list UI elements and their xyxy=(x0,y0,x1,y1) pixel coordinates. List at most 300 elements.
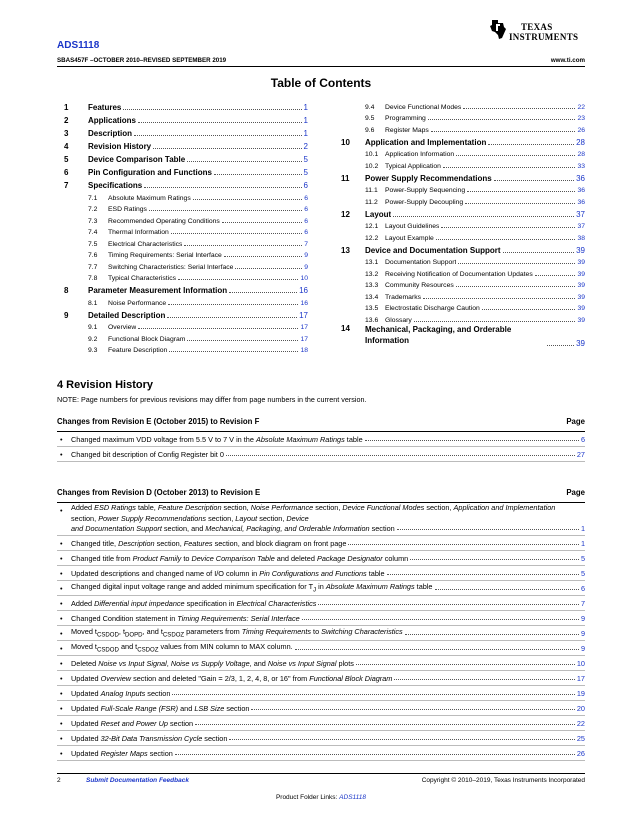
toc-entry-label: Electrical Characteristics xyxy=(108,240,183,248)
toc-entry-number: 1 xyxy=(64,103,69,112)
change-page-link[interactable]: 22 xyxy=(576,719,585,728)
toc-leader-dots xyxy=(224,256,302,257)
toc-entry-page-link[interactable]: 18 xyxy=(300,347,308,354)
toc-entry-page-link[interactable]: 39 xyxy=(576,245,585,255)
toc-entry-page-link[interactable]: 39 xyxy=(577,259,585,266)
change-page-link[interactable]: 6 xyxy=(580,584,585,593)
toc-entry-label: Power Supply Recommendations xyxy=(365,173,492,183)
toc-entry[interactable] xyxy=(64,125,308,138)
leader-dots xyxy=(348,544,579,545)
change-page-link[interactable]: 9 xyxy=(580,629,585,638)
change-item xyxy=(57,536,585,551)
bullet-icon: • xyxy=(60,749,63,758)
toc-entry[interactable] xyxy=(64,295,308,307)
toc-entry-label: Documentation Support xyxy=(385,259,457,266)
toc-entry-page-link[interactable]: 5 xyxy=(303,168,308,177)
change-page-link[interactable]: 20 xyxy=(576,704,585,713)
toc-entry[interactable] xyxy=(341,255,585,267)
toc-leader-dots xyxy=(171,233,302,234)
toc-leader-dots xyxy=(465,203,575,204)
toc-entry-number: 13.6 xyxy=(365,316,379,324)
toc-entry-number: 13.3 xyxy=(365,282,379,289)
leader-dots xyxy=(195,724,575,725)
leader-dots xyxy=(172,694,574,695)
change-item xyxy=(57,611,585,626)
change-page-link[interactable]: 5 xyxy=(580,569,585,578)
toc-leader-dots xyxy=(138,122,302,123)
toc-entry-page-link[interactable]: 6 xyxy=(304,229,308,236)
bullet-icon: • xyxy=(60,435,63,444)
bullet-icon: • xyxy=(60,644,63,653)
toc-entry-number: 9.5 xyxy=(365,115,375,122)
toc-entry-label: Specifications xyxy=(88,181,143,190)
toc-leader-dots xyxy=(393,216,574,217)
change-item-text: Added ESD Ratings table, Feature Description section, Noise Performance section, Device Functional Modes section, Application and Implementation section, Power Supply Recommendations section, Layout section, Device xyxy=(71,503,556,523)
toc-entry[interactable] xyxy=(64,225,308,237)
toc-entry-page-link[interactable]: 39 xyxy=(577,282,585,289)
changes-block-rev-e xyxy=(57,488,585,761)
doc-revision-meta: SBAS457F –OCTOBER 2010–REVISED SEPTEMBER 2019 xyxy=(57,57,227,64)
change-item xyxy=(57,716,585,731)
toc-entry-label: Electrostatic Discharge Caution xyxy=(385,305,480,312)
changes-title: Changes from Revision E (October 2015) to Revision F xyxy=(57,417,260,426)
toc-entry-page-link[interactable]: 36 xyxy=(576,173,585,183)
toc-entry-page-link[interactable]: 33 xyxy=(577,162,585,170)
toc-entry[interactable] xyxy=(341,242,585,255)
toc-entry-page-link[interactable]: 6 xyxy=(303,181,308,190)
site-link[interactable]: www.ti.com xyxy=(550,57,585,64)
toc-entry-label: Layout xyxy=(365,209,392,219)
toc-entry-label: ESD Ratings xyxy=(108,206,147,213)
toc-entry-page-link[interactable]: 5 xyxy=(303,155,308,164)
change-page-link[interactable]: 9 xyxy=(580,644,585,653)
ti-wordmark-line2: INSTRUMENTS xyxy=(509,32,579,42)
leader-dots xyxy=(405,634,579,635)
bullet-icon: • xyxy=(60,719,63,728)
toc-entry-label: Device and Documentation Support xyxy=(365,245,501,255)
feedback-link[interactable]: Submit Documentation Feedback xyxy=(86,777,189,784)
toc-leader-dots xyxy=(503,252,575,253)
toc-entry-label: Mechanical, Packaging, and Orderable Information xyxy=(365,324,512,345)
changes-page-label: Page xyxy=(566,488,585,497)
toc-entry-page-link[interactable]: 17 xyxy=(299,310,308,320)
change-item-text: Changed digital input voltage range and added minimum specification for $T_J$ in Absolute Maximum Ratings table xyxy=(71,581,433,593)
change-item xyxy=(57,656,585,671)
toc-leader-dots xyxy=(168,304,298,305)
toc-entry-page-link[interactable]: 6 xyxy=(304,217,308,225)
toc-entry[interactable] xyxy=(64,271,308,283)
toc-entry-label: Features xyxy=(88,103,122,112)
toc-entry-label: Application and Implementation xyxy=(365,137,487,147)
toc-entry-number: 13.2 xyxy=(365,270,379,278)
change-item-text: and Documentation Support section, and Mechanical, Packaging, and Orderable Information section xyxy=(71,524,395,533)
change-item xyxy=(57,447,585,462)
change-page-link[interactable]: 5 xyxy=(580,554,585,563)
change-item-text: Updated descriptions and changed name of I/O column in Pin Configurations and Functions table xyxy=(71,569,385,578)
page-number: 2 xyxy=(57,777,61,784)
changes-title: Changes from Revision D (October 2013) to Revision E xyxy=(57,488,261,497)
toc-entry-page-link[interactable]: 26 xyxy=(577,126,585,134)
change-item xyxy=(57,626,585,641)
toc-leader-dots xyxy=(193,199,302,200)
toc-entry[interactable] xyxy=(341,301,585,313)
change-item-text: Changed bit description of Config Register bit 0 xyxy=(71,450,224,459)
toc-entry[interactable] xyxy=(341,266,585,278)
bullet-icon: • xyxy=(60,599,63,608)
toc-entry-number: 8 xyxy=(64,286,69,295)
toc-leader-dots xyxy=(153,148,301,149)
change-item xyxy=(57,731,585,746)
change-item-text: Updated Analog Inputs section xyxy=(71,689,171,698)
toc-entry-page-link[interactable]: 39 xyxy=(577,270,585,278)
leader-dots xyxy=(318,604,579,605)
toc-leader-dots xyxy=(441,227,575,228)
toc-entry[interactable] xyxy=(64,307,308,320)
toc-entry[interactable] xyxy=(341,312,585,324)
toc-entry-label: Absolute Maximum Ratings xyxy=(108,194,191,202)
toc-leader-dots xyxy=(149,210,302,211)
bullet-icon: • xyxy=(60,674,63,683)
toc-entry-label: Switching Characteristics: Serial Interface xyxy=(108,263,234,271)
toc-entry-label: Receiving Notification of Documentation Updates xyxy=(385,270,533,278)
change-page-link[interactable]: 27 xyxy=(576,450,585,459)
toc-entry-number: 9.6 xyxy=(365,126,375,134)
toc-leader-dots xyxy=(428,119,576,120)
toc-entry-page-link[interactable]: 9 xyxy=(304,263,308,271)
toc-entry-page-link[interactable]: 39 xyxy=(577,293,585,301)
toc-entry[interactable] xyxy=(341,147,585,159)
toc-entry-label: Thermal Information xyxy=(108,229,169,236)
toc-entry[interactable] xyxy=(341,111,585,123)
toc-entry-number: 11.1 xyxy=(365,187,378,194)
toc-entry-number: 12 xyxy=(341,209,350,219)
toc-entry-number: 10.2 xyxy=(365,162,379,170)
bullet-icon: • xyxy=(60,554,63,563)
change-item-text: Updated Register Maps section xyxy=(71,749,173,758)
toc-entry-page-link[interactable]: 17 xyxy=(300,324,308,331)
toc-leader-dots xyxy=(456,155,575,156)
ti-wordmark-line1: TEXAS xyxy=(521,22,553,32)
change-item-text: Changed maximum VDD voltage from 5.5 V to 7 V in the Absolute Maximum Ratings table xyxy=(71,435,363,444)
toc-leader-dots xyxy=(547,345,574,346)
change-item-text: Changed title from Product Family to Device Comparison Table and deleted Package Designator column xyxy=(71,554,409,563)
toc-entry-page-link[interactable]: 9 xyxy=(304,252,308,259)
toc-entry[interactable] xyxy=(64,99,308,112)
toc-entry-page-link[interactable]: 39 xyxy=(576,338,585,348)
toc-entry-number: 7.1 xyxy=(88,194,98,202)
changes-header xyxy=(57,417,585,432)
toc-entry-page-link[interactable]: 2 xyxy=(303,142,308,151)
toc-entry-label: Recommended Operating Conditions xyxy=(108,217,220,225)
change-item xyxy=(57,581,585,596)
toc-entry-number: 8.1 xyxy=(88,299,98,307)
bullet-icon: • xyxy=(60,689,63,698)
toc-leader-dots xyxy=(414,321,576,322)
change-item-text: Added Differential input impedance specification in Electrical Characteristics xyxy=(71,599,317,608)
change-page-link[interactable]: 10 xyxy=(576,659,585,668)
changes-list xyxy=(57,432,585,462)
toc-entry-number: 11.2 xyxy=(365,198,378,206)
toc-entry[interactable] xyxy=(341,158,585,170)
toc-entry[interactable] xyxy=(341,324,585,348)
toc-leader-dots xyxy=(436,239,576,240)
toc-entry[interactable] xyxy=(341,134,585,147)
toc-leader-dots xyxy=(187,340,298,341)
toc-entry-number: 12.2 xyxy=(365,234,379,242)
toc-entry-label: Timing Requirements: Serial Interface xyxy=(108,252,222,259)
toc-leader-dots xyxy=(222,222,302,223)
bullet-icon: • xyxy=(60,569,63,578)
toc-entry-number: 10 xyxy=(341,137,350,147)
toc-entry-number: 12.1 xyxy=(365,223,379,230)
toc-leader-dots xyxy=(134,135,302,136)
toc-entry-label: Device Functional Modes xyxy=(385,103,462,111)
toc-entry[interactable] xyxy=(64,112,308,125)
change-page-link[interactable]: 25 xyxy=(576,734,585,743)
toc-entry-number: 7.5 xyxy=(88,240,98,248)
toc-leader-dots xyxy=(144,187,301,188)
toc-entry[interactable] xyxy=(341,122,585,134)
changes-list xyxy=(57,503,585,761)
toc-entry-page-link[interactable]: 38 xyxy=(577,234,585,242)
toc-entry-label: Power-Supply Decoupling xyxy=(385,198,464,206)
change-item xyxy=(57,686,585,701)
toc-entry[interactable] xyxy=(341,99,585,111)
toc-entry-label: Functional Block Diagram xyxy=(108,335,186,343)
toc-entry[interactable] xyxy=(64,213,308,225)
changes-page-label: Page xyxy=(566,417,585,426)
toc-leader-dots xyxy=(169,351,298,352)
toc-entry-page-link[interactable]: 6 xyxy=(304,194,308,202)
toc-entry-page-link[interactable]: 36 xyxy=(577,187,585,194)
toc-leader-dots xyxy=(229,292,297,293)
change-item-text: Changed Condition statement in Timing Requirements: Serial Interface xyxy=(71,614,300,623)
toc-entry-page-link[interactable]: 22 xyxy=(577,103,585,111)
toc-entry-number: 7.6 xyxy=(88,252,98,259)
toc-entry[interactable] xyxy=(64,282,308,295)
toc-entry-number: 2 xyxy=(64,116,69,125)
toc-leader-dots xyxy=(167,317,297,318)
change-item-text: Deleted Noise vs Input Signal, Noise vs Supply Voltage, and Noise vs Input Signal plots xyxy=(71,659,354,668)
leader-dots xyxy=(251,709,574,710)
toc-entry-number: 4 xyxy=(64,142,69,151)
toc-entry[interactable] xyxy=(64,177,308,190)
toc-leader-dots xyxy=(482,309,576,310)
toc-entry-number: 9.2 xyxy=(88,335,98,343)
toc-entry[interactable] xyxy=(64,259,308,271)
toc-entry[interactable] xyxy=(64,320,308,332)
bullet-icon: • xyxy=(60,629,63,638)
bullet-icon: • xyxy=(60,539,63,548)
header-divider xyxy=(57,66,585,67)
bullet-icon: • xyxy=(60,659,63,668)
toc-entry-label: Parameter Measurement Information xyxy=(88,286,228,295)
change-page-link[interactable]: 26 xyxy=(576,749,585,758)
toc-entry-number: 11 xyxy=(341,173,350,183)
change-item-text: Updated 32-Bit Data Transmission Cycle section xyxy=(71,734,228,743)
toc-entry-label: Noise Performance xyxy=(108,299,167,307)
change-page-link[interactable]: 17 xyxy=(576,674,585,683)
leader-dots xyxy=(435,589,579,590)
toc-entry-number: 13.5 xyxy=(365,305,379,312)
toc-leader-dots xyxy=(187,161,301,162)
toc-entry-number: 10.1 xyxy=(365,151,379,158)
toc-entry-number: 7.3 xyxy=(88,217,98,225)
change-item xyxy=(57,641,585,656)
change-item xyxy=(57,566,585,581)
toc-leader-dots xyxy=(463,108,575,109)
toc-entry[interactable] xyxy=(64,151,308,164)
leader-dots xyxy=(397,529,579,530)
toc-entry-number: 9 xyxy=(64,310,69,320)
toc-leader-dots xyxy=(467,191,575,192)
toc-leader-dots xyxy=(535,275,576,276)
toc-leader-dots xyxy=(214,174,302,175)
toc-leader-dots xyxy=(431,131,576,132)
toc-entry-page-link[interactable]: 17 xyxy=(300,335,308,343)
change-page-link[interactable]: 1 xyxy=(580,539,585,548)
toc-leader-dots xyxy=(488,144,574,145)
toc-leader-dots xyxy=(138,328,298,329)
toc-entry[interactable] xyxy=(341,289,585,301)
change-item xyxy=(57,701,585,716)
toc-entry[interactable] xyxy=(341,206,585,219)
toc-entry[interactable] xyxy=(64,164,308,177)
toc-entry-page-link[interactable]: 36 xyxy=(577,198,585,206)
toc-entry-number: 7.2 xyxy=(88,206,98,213)
toc-entry[interactable] xyxy=(341,194,585,206)
ti-wordmark xyxy=(509,22,578,42)
leader-dots xyxy=(387,574,579,575)
doc-id-link[interactable]: ADS1118 xyxy=(57,40,100,51)
leader-dots xyxy=(229,739,574,740)
toc-entry-label: Register Maps xyxy=(385,126,429,134)
toc-entry[interactable] xyxy=(64,248,308,260)
ti-logo xyxy=(489,18,589,46)
product-folder-prefix: Product Folder Links: xyxy=(275,794,340,801)
change-item xyxy=(57,746,585,761)
toc-entry-number: 9.4 xyxy=(365,103,375,111)
toc-leader-dots xyxy=(235,268,302,269)
leader-dots xyxy=(356,664,575,665)
toc-entry-page-link[interactable]: 16 xyxy=(300,299,308,307)
toc-entry-label: Typical Characteristics xyxy=(108,275,176,282)
leader-dots xyxy=(394,679,575,680)
toc-right-column xyxy=(341,99,585,348)
toc-entry[interactable] xyxy=(64,190,308,202)
toc-entry-number: 14 xyxy=(341,323,350,333)
toc-entry[interactable] xyxy=(341,278,585,290)
toc-leader-dots xyxy=(178,279,298,280)
toc-entry[interactable] xyxy=(341,230,585,242)
toc-entry-label: Pin Configuration and Functions xyxy=(88,168,212,177)
copyright: Copyright © 2010–2019, Texas Instruments Incorporated xyxy=(421,777,585,784)
toc-entry-page-link[interactable]: 37 xyxy=(576,209,585,219)
product-folder-link[interactable]: ADS1118 xyxy=(339,794,367,801)
toc-entry-number: 7.4 xyxy=(88,229,98,236)
toc-entry-label: Glossary xyxy=(385,316,412,324)
toc-entry-page-link[interactable]: 6 xyxy=(304,206,308,213)
toc-entry[interactable] xyxy=(341,170,585,183)
change-page-link[interactable]: 19 xyxy=(576,689,585,698)
toc-entry-number: 7 xyxy=(64,181,69,190)
toc-entry-number: 7.8 xyxy=(88,275,98,282)
change-item-last-line xyxy=(71,524,585,533)
toc-left-column xyxy=(64,99,308,354)
leader-dots xyxy=(175,754,575,755)
changes-header xyxy=(57,488,585,503)
change-page-link[interactable]: 1 xyxy=(580,524,585,533)
toc-entry[interactable] xyxy=(64,202,308,214)
toc-entry-label: Typical Application xyxy=(385,162,441,170)
toc-entry[interactable] xyxy=(341,219,585,231)
toc-entry-number: 5 xyxy=(64,155,69,164)
toc-entry-page-link[interactable]: 7 xyxy=(304,240,308,248)
toc-entry-page-link[interactable]: 39 xyxy=(577,316,585,324)
bullet-icon: • xyxy=(60,704,63,713)
toc-entry[interactable] xyxy=(341,183,585,195)
toc-leader-dots xyxy=(494,180,574,181)
change-item-text: Updated Overview section and deleted "Gain = 2/3, 1, 2, 4, 8, or 16" from Functional Block Diagram xyxy=(71,674,393,683)
toc-leader-dots xyxy=(458,263,575,264)
change-item xyxy=(57,596,585,611)
ti-state-icon xyxy=(489,18,507,40)
toc-leader-dots xyxy=(456,286,576,287)
toc-entry-label: Layout Guidelines xyxy=(385,223,440,230)
leader-dots xyxy=(410,559,579,560)
change-item xyxy=(57,503,585,536)
toc-entry-label: Layout Example xyxy=(385,234,434,242)
toc-leader-dots xyxy=(184,245,302,246)
change-page-link[interactable]: 6 xyxy=(580,435,585,444)
toc-entry-page-link[interactable]: 37 xyxy=(577,223,585,230)
toc-entry[interactable] xyxy=(64,138,308,151)
toc-entry[interactable] xyxy=(64,236,308,248)
toc-entry[interactable] xyxy=(64,343,308,355)
change-item-text: Moved $t_{CSDOD}$ and $t_{CSDOZ}$ values from MIN column to MAX column. xyxy=(71,641,293,653)
toc-entry-page-link[interactable]: 1 xyxy=(303,129,308,138)
change-page-link[interactable]: 7 xyxy=(580,599,585,608)
toc-entry-page-link[interactable]: 28 xyxy=(577,151,585,158)
bullet-icon: • xyxy=(60,506,63,515)
change-item-text: Changed title, Description section, Features section, and block diagram on front page xyxy=(71,539,347,548)
toc-entry-page-link[interactable]: 1 xyxy=(303,116,308,125)
revision-note: NOTE: Page numbers for previous revisions may differ from page numbers in the current version. xyxy=(57,395,367,404)
toc-entry[interactable] xyxy=(64,331,308,343)
toc-entry-page-link[interactable]: 16 xyxy=(299,286,308,295)
leader-dots xyxy=(295,649,579,650)
toc-entry-label: Power-Supply Sequencing xyxy=(385,187,466,194)
change-item-text: Updated Full-Scale Range (FSR) and LSB Size section xyxy=(71,704,250,713)
change-item xyxy=(57,432,585,447)
toc-entry-number: 7.7 xyxy=(88,263,98,271)
toc-entry-page-link[interactable]: 39 xyxy=(577,305,585,312)
toc-entry-label: Trademarks xyxy=(385,293,422,301)
bullet-icon: • xyxy=(60,614,63,623)
toc-entry-page-link[interactable]: 1 xyxy=(303,103,308,112)
toc-entry-number: 6 xyxy=(64,168,69,177)
toc-entry-page-link[interactable]: 10 xyxy=(300,275,308,282)
change-page-link[interactable]: 9 xyxy=(580,614,585,623)
toc-entry-number: 9.1 xyxy=(88,324,98,331)
toc-entry-page-link[interactable]: 23 xyxy=(577,115,585,122)
bullet-icon: • xyxy=(60,450,63,459)
bullet-icon: • xyxy=(60,734,63,743)
toc-entry-page-link[interactable]: 28 xyxy=(576,137,585,147)
change-item xyxy=(57,551,585,566)
toc-entry-label: Applications xyxy=(88,116,137,125)
leader-dots xyxy=(302,619,579,620)
